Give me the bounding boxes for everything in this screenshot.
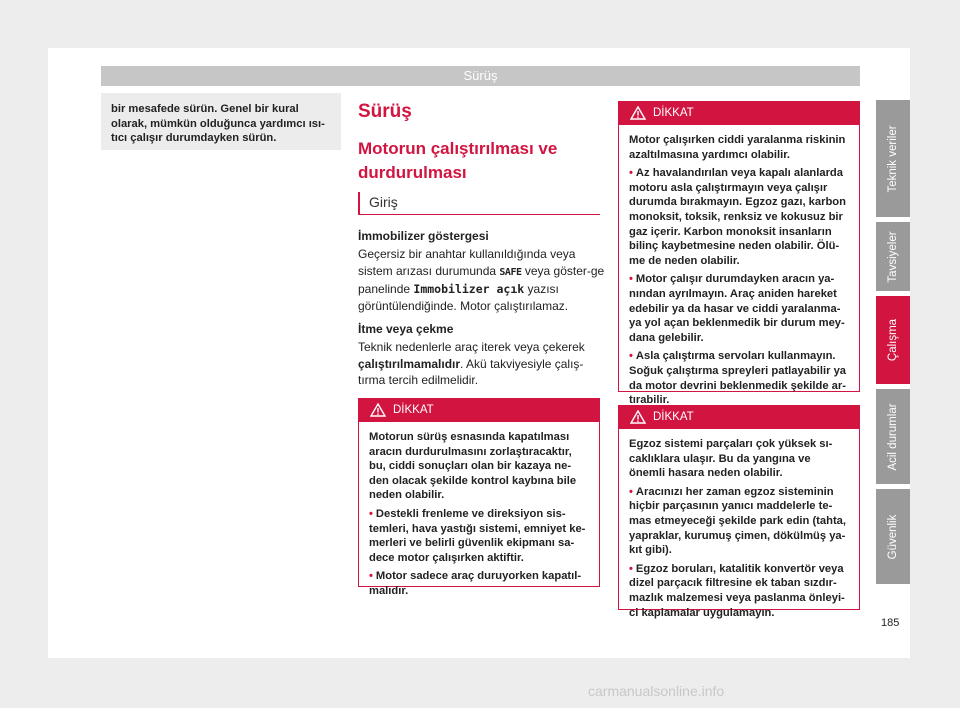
tab-guvenlik[interactable] <box>876 489 910 584</box>
tab-label: Çalışma <box>887 318 899 362</box>
warning-bullet: • Motor sadece araç duruyorken kapatıl-malıdır. <box>369 570 582 597</box>
immobilizer-paragraph <box>358 246 608 314</box>
warning-label: DİKKAT <box>393 404 434 416</box>
warning-bullet: • Aracınızı her zaman egzoz sisteminin hiçbir parçasının yanıcı maddelerle te-mas etmeyeceği şekilde park edin (tahta, yapraklar, kurumuş çimen, dökülmüş ya-kıt gibi). <box>629 485 847 557</box>
tab-tavsiyeler[interactable] <box>876 222 910 291</box>
tab-label: Acil durumlar <box>887 402 899 471</box>
tab-teknik-veriler[interactable] <box>876 100 910 217</box>
warning-bullet: • Asla çalıştırma servoları kullanmayın. Soğuk çalıştırma spreyleri patlayabilir ya da motor devrini beklenmedik şekilde ar-tırabilir. <box>629 350 847 407</box>
warning-header <box>619 102 859 125</box>
warning-bullet-text: Motor çalışır durumdayken aracın ya-nından ayrılmayın. Araç aniden hareket edebilir ya da hasar ve ciddi yaralanma-ya yol açan beklenmedik bir durum mey-dana gelebilir. <box>629 273 845 344</box>
warning-box-ventilation <box>618 101 860 407</box>
push-tow-heading: İtme veya çekme <box>358 322 454 336</box>
warning-bullet-text: Destekli frenleme ve direksiyon sis-temleri, hava yastığı sistemi, emniyet ke-merleri ve belirli güvenlik ekipmanı sa-dece motor çalışırken aktiftir. <box>369 507 586 564</box>
warning-bullet-text: Asla çalıştırma servoları kullanmayın. Soğuk çalıştırma spreyleri patlayabilir ya da motor devrini beklenmedik şekilde ar-tırabilir. <box>629 350 847 407</box>
warning-bullet-text: Az havalandırılan veya kapalı alanlarda motoru asla çalıştırmayın veya çalışır durumda bırakmayın. Egzoz gazı, karbon monoksit, toksik, renksiz ve kokusuz bir gaz içerir. Karbon monoksit insanların bilinç kaybetmesine neden olabilir. Ölü-me de neden olabilir. <box>629 167 846 267</box>
warning-bullet: • Motor çalışır durumdayken aracın ya-nından ayrılmayın. Araç aniden hareket edebilir ya da hasar ve ciddi yaralanma-ya yol açan beklenmedik bir durum mey-dana gelebilir. <box>629 273 845 344</box>
warning-bullet-text: Egzoz boruları, katalitik konvertör veya dizel parçacık filtresine ek taban sızdır-mazlık malzemesi veya paslanma önleyi-ci kaplamalar uygulamayın. <box>629 562 845 619</box>
immobilizer-section <box>358 229 608 314</box>
tab-calisma[interactable] <box>876 296 910 384</box>
warning-bullet: • Destekli frenleme ve direksiyon sis-temleri, hava yastığı sistemi, emniyet ke-merleri ve belirli güvenlik ekipmanı sa-dece motor çalışırken aktiftir. <box>369 507 586 564</box>
continued-text-box: bir mesafede sürün. Genel bir kural olarak, mümkün olduğunca yardımcı ısı-tıcı çalışır durumdayken sürün. <box>101 93 341 150</box>
safe-symbol: SAFE <box>499 266 522 278</box>
push-tow-paragraph <box>358 339 608 389</box>
subsection-label: Giriş <box>369 194 398 210</box>
warning-intro: Motor çalışırken ciddi yaralanma riskinin azaltılmasına yardımcı olabilir. <box>629 134 846 161</box>
warning-triangle-icon <box>630 106 646 120</box>
warning-intro: Egzoz sistemi parçaları çok yüksek sı-caklıklara ulaşır. Bu da yangına ve önemli hasara neden olabilir. <box>629 438 833 480</box>
tab-acil-durumlar[interactable] <box>876 389 910 484</box>
push-tow-bold-text: çalıştırılmamalıdır <box>358 356 461 371</box>
warning-header <box>619 406 859 429</box>
warning-bullet-text: Motor sadece araç duruyorken kapatıl-malıdır. <box>369 570 582 597</box>
warning-label: DİKKAT <box>653 107 694 119</box>
warning-triangle-icon <box>630 410 646 424</box>
push-tow-section <box>358 322 608 389</box>
immobilizer-text-1: Geçersiz bir anahtar kullanıldığında veya sistem arızası durumunda <box>358 247 576 278</box>
chapter-title: Sürüş <box>358 101 412 122</box>
warning-body <box>619 125 859 408</box>
warning-bullet-text: Aracınızı her zaman egzoz sisteminin hiçbir parçasının yanıcı maddelerle te-mas etmeyeceği şekilde park edin (tahta, yapraklar, kurumuş çimen, dökülmüş ya-kıt gibi). <box>629 485 847 557</box>
warning-bullet: • Egzoz boruları, katalitik konvertör veya dizel parçacık filtresine ek taban sızdır-mazlık malzemesi veya paslanma önleyi-ci kaplamalar uygulamayın. <box>629 562 845 619</box>
warning-body <box>619 429 859 620</box>
tab-label: Teknik veriler <box>887 124 899 193</box>
warning-body <box>359 422 599 599</box>
immobilizer-text-2: veya göster-ge panelinde <box>358 263 605 297</box>
push-tow-text-2: . Akü takviyesiyle çalış-tırma tercih edilmelidir. <box>358 356 584 388</box>
immobilizer-display-text: Immobilizer açık <box>413 282 525 297</box>
warning-label: DİKKAT <box>653 411 694 423</box>
warning-box-engine-off <box>358 398 600 597</box>
page-header: Sürüş <box>101 66 860 86</box>
warning-intro: Motorun sürüş esnasında kapatılması aracın durdurulmasını zorlaştıracaktır, bu, ciddi sonuçları olan bir kazaya ne-den olacak şekilde kontrol kaybına bile neden olabilir. <box>369 431 577 502</box>
watermark: carmanualsonline.info <box>588 683 725 699</box>
warning-header <box>359 399 599 422</box>
push-tow-text-1: Teknik nedenlerle araç iterek veya çekerek <box>358 340 585 354</box>
subsection-header <box>358 192 600 215</box>
warning-triangle-icon <box>370 403 386 417</box>
tab-label: Güvenlik <box>887 514 899 559</box>
page-number: 185 <box>881 617 900 629</box>
subsection-marker <box>358 192 360 214</box>
tab-label: Tavsiyeler <box>887 230 899 283</box>
warning-box-exhaust <box>618 405 860 619</box>
immobilizer-heading: İmmobilizer göstergesi <box>358 229 489 243</box>
section-title: Motorun çalıştırılması ve durdurulması <box>358 139 558 182</box>
warning-bullet: • Az havalandırılan veya kapalı alanlarda motoru asla çalıştırmayın veya çalışır durumda bırakmayın. Egzoz gazı, karbon monoksit, toksik, renksiz ve kokusuz bir gaz içerir. Karbon monoksit insanların bilinç kaybetmesine neden olabilir. Ölü-me de neden olabilir. <box>629 167 846 267</box>
immobilizer-text-3: yazısı görüntülendiğinde. Motor çalıştırılamaz. <box>358 282 569 313</box>
